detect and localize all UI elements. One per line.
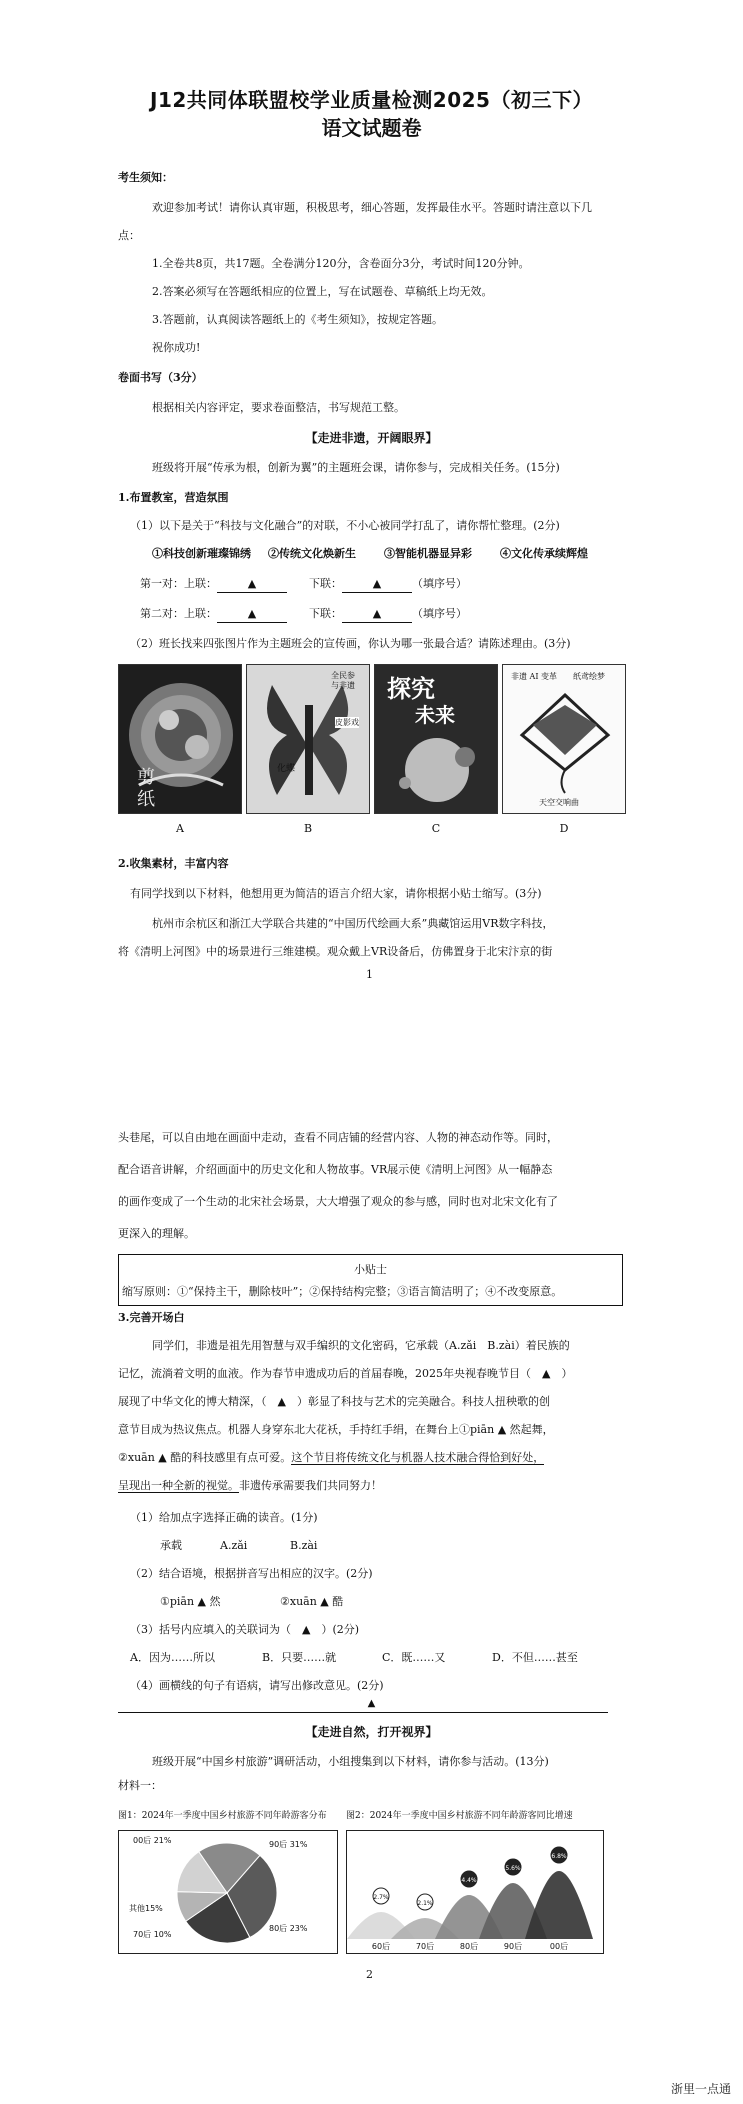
section2-title: 【走进自然，打开视界】 (305, 1725, 438, 1739)
material-text: 配合语音讲解，介绍画面中的历史文化和人物故事。VR展示使《清明上河图》从一幅静态 (118, 1163, 553, 1176)
poster-b-text: 化蝶 (277, 764, 296, 774)
section1-intro: 班级将开展“传承为根，创新为翼”的主题班会课，请你参与，完成相关任务。(15分) (152, 461, 560, 474)
couplet-option: ③智能机器显异彩 (384, 547, 472, 560)
pie-label: 80后 23% (269, 1924, 308, 1933)
passage-text: 同学们，非遗是祖先用智慧与双手编织的文化密码，它承载（A.zǎi B.zài）着民族的 (152, 1339, 570, 1352)
category-label: 80后 (459, 1942, 479, 1951)
poster-c-text: 未来 (415, 703, 455, 727)
handwriting-heading: 卷面书写（3分） (118, 371, 203, 384)
underlined-sentence: 这个节目将传统文化与机器人技术融合得恰到好处， (291, 1451, 545, 1464)
part3-heading: 3.完善开场白 (118, 1311, 185, 1324)
tip-title: 小贴士 (354, 1263, 387, 1276)
part2-prompt: 有同学找到以下材料，他想用更为简洁的语言介绍大家，请你根据小贴士缩写。(3分) (130, 887, 542, 900)
category-label: 00后 (549, 1942, 569, 1951)
growth-chart (347, 1831, 602, 1952)
q2-blank-b[interactable]: ②xuān ▲ 酷 (280, 1595, 344, 1608)
category-label: 60后 (371, 1942, 391, 1951)
notice-intro-cont: 点： (118, 229, 140, 242)
material-text: 将《清明上河图》中的场景进行三维建模。观众戴上VR设备后，仿佛置身于北宋汴京的街 (118, 945, 553, 958)
pie-label: 00后 21% (133, 1836, 172, 1845)
q2-blank-a[interactable]: ①piān ▲ 然 (160, 1595, 221, 1608)
material-label: 材料一： (118, 1779, 162, 1792)
notice-item: 1.全卷共8页，共17题。全卷满分120分，含卷面分3分，考试时间120分钟。 (152, 257, 530, 270)
poster-d-text: 纸鸢绘梦 (573, 672, 605, 681)
pie-label: 90后 31% (269, 1840, 308, 1849)
passage-text: 记忆，流淌着文明的血液。作为春节申遗成功后的首届春晚，2025年央视春晚节目（ ▲ ） (118, 1367, 573, 1380)
answer-blank[interactable]: ▲ (342, 606, 412, 623)
q3-option[interactable]: D．不但……甚至 (492, 1651, 578, 1664)
couplet-option: ①科技创新璀璨锦绣 (152, 547, 251, 560)
passage-text: 意节目成为热议焦点。机器人身穿东北大花袄，手持红手绢，在舞台上①piān ▲ 然起舞， (118, 1423, 554, 1436)
q1-word: 承载 (160, 1539, 182, 1552)
q1-option-a[interactable]: A.zǎi (220, 1539, 248, 1552)
part3-q2: （2）结合语境，根据拼音写出相应的汉字。(2分) (130, 1567, 373, 1580)
poster-b-image (246, 664, 370, 814)
section1-title: 【走进非遗，开阔眼界】 (305, 431, 438, 445)
notice-heading: 考生须知： (118, 171, 173, 184)
poster-a-text: 纸 (137, 789, 155, 810)
exam-title: J12共同体联盟校学业质量检测2025（初三下） (150, 88, 593, 112)
part1-heading: 1.布置教室，营造氛围 (118, 491, 229, 504)
handwriting-text: 根据相关内容评定，要求卷面整洁，书写规范工整。 (152, 401, 405, 414)
material-text: 更深入的理解。 (118, 1227, 195, 1240)
material-text: 的画作变成了一个生动的北宋社会场景，大大增强了观众的参与感，同时也对北宋文化有了 (118, 1195, 558, 1208)
poster-d-image (502, 664, 626, 814)
value-label: 5.6% (505, 1865, 521, 1872)
poster-label: B (303, 822, 313, 835)
chart2-title: 图2：2024年一季度中国乡村旅游不同年龄游客同比增速 (346, 1811, 573, 1821)
category-label: 70后 (415, 1942, 435, 1951)
poster-c-image (374, 664, 498, 814)
tip-text: 缩写原则：①“保持主干，删除枝叶”；②保持结构完整；③语言简洁明了；④不改变原意。 (122, 1285, 563, 1298)
watermark: 浙里一点通 (670, 2082, 731, 2096)
poster-label: A (176, 822, 184, 835)
growth-peak-4 (525, 1871, 593, 1939)
material-text: 头巷尾，可以自由地在画面中走动，查看不同店铺的经营内容、人物的神态动作等。同时， (118, 1131, 558, 1144)
notice-item: 2.答案必须写在答题纸相应的位置上，写在试题卷、草稿纸上均无效。 (152, 285, 493, 298)
poster-a-image (118, 664, 242, 814)
page-number: 2 (366, 1968, 373, 1981)
poster-c-text: 探究 (387, 675, 435, 703)
pie-label: 70后 10% (133, 1930, 172, 1939)
part3-q4: （4）画横线的句子有语病，请写出修改意见。(2分) (130, 1679, 384, 1692)
value-label: 4.4% (461, 1877, 477, 1884)
couplet-option: ②传统文化焕新生 (268, 547, 356, 560)
answer-blank[interactable]: ▲ (217, 576, 287, 593)
poster-a-text: 剪 (137, 767, 155, 788)
poster-d-text: 天空交响曲 (539, 798, 579, 807)
answer-line (118, 1712, 608, 1713)
notice-item: 3.答题前，认真阅读答题纸上的《考生须知》，按规定答题。 (152, 313, 443, 326)
part3-q3: （3）括号内应填入的关联词为（ ▲ ）(2分) (130, 1623, 360, 1636)
value-label: 2.7% (373, 1894, 389, 1901)
chart1-title: 图1：2024年一季度中国乡村旅游不同年龄游客分布 (118, 1811, 327, 1821)
poster-label: C (431, 822, 441, 835)
chart2-frame (346, 1830, 604, 1954)
q3-option[interactable]: B．只要……就 (262, 1651, 337, 1664)
couplet-pair-2: 第二对：上联： ▲ 下联： ▲ （填序号） (140, 606, 467, 623)
material-text: 杭州市余杭区和浙江大学联合共建的“中国历代绘画大系”典藏馆运用VR数字科技， (152, 917, 554, 930)
q1-option-b[interactable]: B.zài (290, 1539, 318, 1552)
q4-answer-mark[interactable]: ▲ (367, 1698, 376, 1709)
poster-label: D (559, 822, 569, 835)
page-number: 1 (366, 968, 373, 981)
q3-option[interactable]: A．因为……所以 (130, 1651, 215, 1664)
category-label: 90后 (503, 1942, 523, 1951)
exam-subtitle: 语文试题卷 (321, 116, 422, 140)
value-label: 6.8% (551, 1853, 567, 1860)
couplet-pair-1: 第一对：上联： ▲ 下联： ▲ （填序号） (140, 576, 467, 593)
poster-b-text: 皮影戏 (335, 718, 359, 727)
answer-blank[interactable]: ▲ (342, 576, 412, 593)
passage-text: ②xuān ▲ 酷的科技感里有点可爱。这个节目将传统文化与机器人技术融合得恰到好处， (118, 1451, 545, 1464)
chart1-frame (118, 1830, 338, 1954)
part3-q1: （1）给加点字选择正确的读音。(1分) (130, 1511, 318, 1524)
answer-blank[interactable]: ▲ (217, 606, 287, 623)
value-label: 2.1% (417, 1900, 433, 1907)
section2-intro: 班级开展“中国乡村旅游”调研活动，小组搜集到以下材料，请你参与活动。(13分) (152, 1755, 549, 1768)
part1-q1: （1）以下是关于“科技与文化融合”的对联，不小心被同学打乱了，请你帮忙整理。(2分) (130, 519, 560, 532)
part1-q2: （2）班长找来四张图片作为主题班会的宣传画，你认为哪一张最合适？请陈述理由。(3分) (130, 637, 571, 650)
notice-wish: 祝你成功! (152, 341, 201, 354)
underlined-sentence: 呈现出一种全新的视觉。 (118, 1479, 239, 1492)
passage-text: 呈现出一种全新的视觉。非遗传承需要我们共同努力！ (118, 1479, 382, 1492)
notice-intro: 欢迎参加考试！请你认真审题，积极思考，细心答题，发挥最佳水平。答题时请注意以下几 (152, 201, 592, 214)
q3-option[interactable]: C．既……又 (382, 1651, 446, 1664)
pie-chart (119, 1831, 336, 1952)
couplet-option: ④文化传承续辉煌 (500, 547, 588, 560)
poster-b-text: 全民参与非遗 (331, 671, 355, 690)
poster-d-text: 非遗 AI 变革 (511, 672, 558, 681)
part2-heading: 2.收集素材，丰富内容 (118, 857, 229, 870)
passage-text: 展现了中华文化的博大精深，（ ▲ ）彰显了科技与艺术的完美融合。科技人扭秧歌的创 (118, 1395, 550, 1408)
pie-label: 其他15% (129, 1904, 163, 1913)
